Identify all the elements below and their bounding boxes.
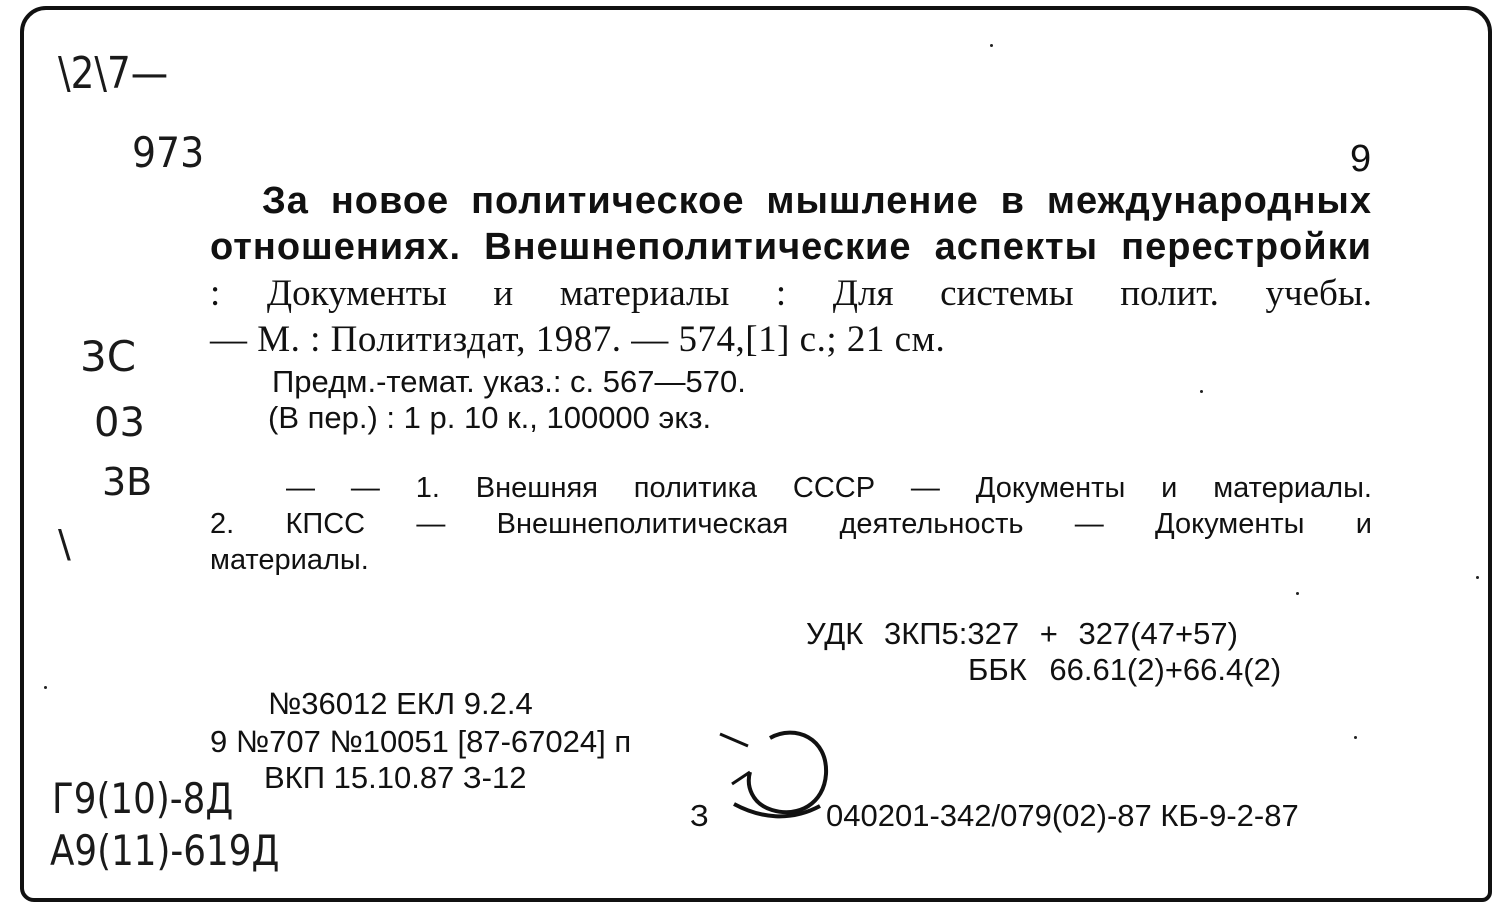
handwritten-bottom-line2: А9(11)-619Д [50, 826, 280, 875]
handwritten-margin-tick: \ [58, 522, 71, 566]
imprint-line: — М. : Политиздат, 1987. — 574,[1] с.; 21 см. [210, 319, 946, 360]
handwritten-margin-2: 03 [94, 400, 145, 446]
isbn-prefix: З [690, 798, 709, 833]
speck [990, 44, 993, 47]
note-price: (В пер.) : 1 р. 10 к., 100000 экз. [268, 400, 712, 435]
subjects-line-2: 2. КПСС — Внешнеполитическая деятельность — Документы и [210, 508, 1372, 540]
subjects-line-3: материалы. [210, 544, 369, 576]
title-line-2: отношениях. Внешнеполитические аспекты перестройки [210, 226, 1372, 268]
bbk-code: ББК 66.61(2)+66.4(2) [968, 652, 1282, 687]
title-line-1: За новое политическое мышление в международных [262, 180, 1372, 222]
handwritten-call-number-line1: \2\7— [58, 48, 169, 99]
subjects-line-1: — — 1. Внешняя политика СССР — Документы и материалы. [286, 472, 1372, 504]
speck [44, 686, 47, 689]
title-line-3: : Документы и материалы : Для системы полит. учебы. [210, 273, 1372, 314]
card-corner-number: 9 [1350, 138, 1372, 180]
note-index: Предм.-темат. указ.: с. 567—570. [272, 364, 746, 399]
handwritten-margin-3: 3B [102, 460, 153, 504]
tech-line-1: №36012 ЕКЛ 9.2.4 [268, 686, 533, 721]
handwritten-bottom-line1: Г9(10)-8Д [52, 774, 234, 823]
handwritten-call-number-line2: 973 [132, 128, 205, 177]
tech-line-2: 9 №707 №10051 [87-67024] п [210, 724, 632, 759]
speck [1476, 576, 1479, 579]
tech-line-3: ВКП 15.10.87 З-12 [264, 760, 527, 795]
isbn-code: 040201-342/079(02)-87 КБ-9-2-87 [826, 798, 1299, 833]
speck [1354, 736, 1357, 739]
speck [1200, 390, 1203, 393]
speck [1296, 592, 1299, 595]
udk-code: УДК 3КП5:327 + 327(47+57) [806, 616, 1238, 651]
circle-stamp-mark [720, 726, 840, 836]
handwritten-margin-1: 3C [80, 332, 137, 381]
